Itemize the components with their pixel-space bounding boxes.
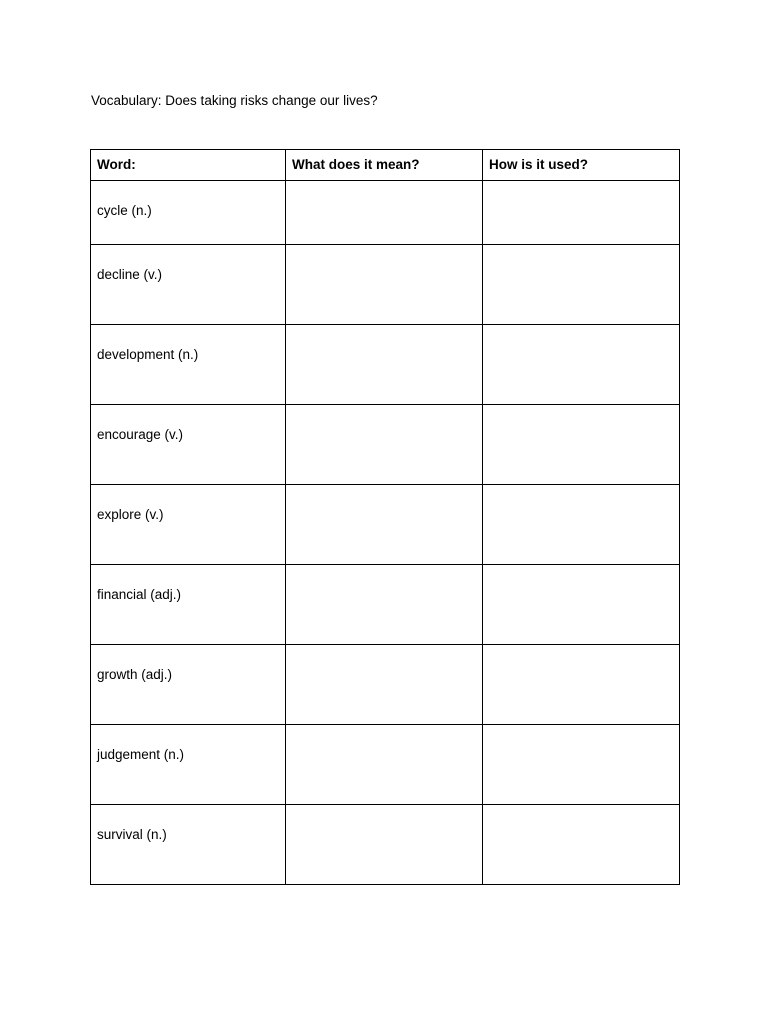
table-row [91, 181, 680, 245]
word-cell: growth (adj.) [91, 645, 286, 725]
usage-cell[interactable] [483, 725, 680, 805]
word-cell: cycle (n.) [91, 181, 286, 245]
usage-cell[interactable] [483, 565, 680, 645]
meaning-cell[interactable] [286, 805, 483, 885]
meaning-cell[interactable] [286, 325, 483, 405]
usage-cell[interactable] [483, 645, 680, 725]
meaning-cell[interactable] [286, 405, 483, 485]
usage-cell[interactable] [483, 325, 680, 405]
usage-cell[interactable] [483, 805, 680, 885]
column-header-word: Word: [91, 150, 286, 181]
table-row [91, 485, 680, 565]
page-title: Vocabulary: Does taking risks change our lives? [91, 93, 378, 108]
table-row [91, 725, 680, 805]
usage-cell[interactable] [483, 405, 680, 485]
meaning-cell[interactable] [286, 245, 483, 325]
table-row [91, 325, 680, 405]
usage-cell[interactable] [483, 245, 680, 325]
table-row [91, 565, 680, 645]
word-cell: survival (n.) [91, 805, 286, 885]
table-row [91, 405, 680, 485]
meaning-cell[interactable] [286, 181, 483, 245]
word-cell: development (n.) [91, 325, 286, 405]
table-row [91, 645, 680, 725]
table-row [91, 245, 680, 325]
word-cell: financial (adj.) [91, 565, 286, 645]
word-cell: explore (v.) [91, 485, 286, 565]
meaning-cell[interactable] [286, 485, 483, 565]
vocabulary-table [90, 149, 680, 885]
meaning-cell[interactable] [286, 645, 483, 725]
table-header-row [91, 150, 680, 181]
word-cell: encourage (v.) [91, 405, 286, 485]
meaning-cell[interactable] [286, 725, 483, 805]
column-header-usage: How is it used? [483, 150, 680, 181]
word-cell: decline (v.) [91, 245, 286, 325]
table-row [91, 805, 680, 885]
word-cell: judgement (n.) [91, 725, 286, 805]
column-header-meaning: What does it mean? [286, 150, 483, 181]
meaning-cell[interactable] [286, 565, 483, 645]
usage-cell[interactable] [483, 181, 680, 245]
usage-cell[interactable] [483, 485, 680, 565]
